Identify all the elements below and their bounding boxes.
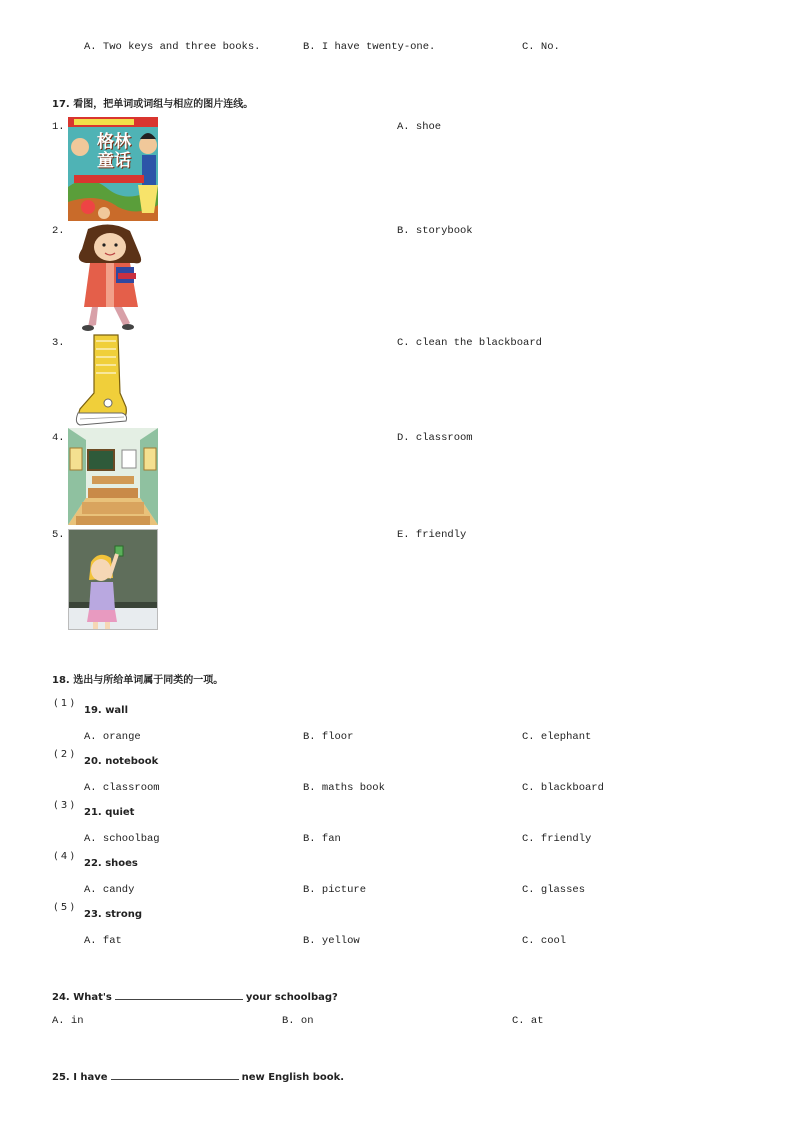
- q24-option-c: C. at: [512, 1015, 544, 1027]
- q24-after: your schoolbag?: [245, 992, 338, 1003]
- book-cover-title: 格林 童话: [97, 132, 131, 171]
- q18-title: 18. 选出与所给单词属于同类的一项。: [52, 675, 224, 686]
- q17-number-2: 2.: [52, 225, 65, 237]
- q18-option: C. friendly: [522, 833, 592, 845]
- q17-number-5: 5.: [52, 529, 65, 541]
- q18-item-number: (3): [54, 800, 78, 811]
- q18-option: A. schoolbag: [84, 833, 160, 845]
- q18-option: B. yellow: [303, 935, 360, 947]
- option-b: B. I have twenty-one.: [303, 41, 436, 53]
- shoe-picture: [72, 333, 128, 428]
- q18-item-word: 23. strong: [84, 909, 143, 920]
- q18-item-number: (2): [54, 749, 78, 760]
- q18-item-word: 19. wall: [84, 705, 129, 716]
- q18-option: A. classroom: [84, 782, 160, 794]
- q18-option: A. fat: [84, 935, 122, 947]
- q18-option: A. candy: [84, 884, 135, 896]
- option-a: A. Two keys and three books.: [84, 41, 261, 53]
- q18-option: A. orange: [84, 731, 141, 743]
- q18-item-word: 21. quiet: [84, 807, 135, 818]
- q24-sentence: [52, 989, 338, 1003]
- q17-option-d: D. classroom: [397, 432, 473, 444]
- q18-item-word: 20. notebook: [84, 756, 159, 767]
- q24-blank[interactable]: [115, 989, 243, 1000]
- storybook-picture: [68, 117, 158, 221]
- q18-option: C. glasses: [522, 884, 586, 896]
- clean-blackboard-picture: [68, 529, 158, 630]
- q18-option: C. cool: [522, 935, 567, 947]
- q17-title: 17. 看图，把单词或词组与相应的图片连线。: [52, 99, 254, 110]
- q17-number-1: 1.: [52, 121, 65, 133]
- q18-option: B. picture: [303, 884, 367, 896]
- q17-option-b: B. storybook: [397, 225, 473, 237]
- q17-option-e: E. friendly: [397, 529, 467, 541]
- friendly-girl-picture: [68, 223, 158, 333]
- q18-item-number: (1): [54, 698, 78, 709]
- q18-item-number: (4): [54, 851, 78, 862]
- q25-blank[interactable]: [111, 1069, 239, 1080]
- q24-option-a: A. in: [52, 1015, 84, 1027]
- q18-option: C. elephant: [522, 731, 592, 743]
- q18-item-word: 22. shoes: [84, 858, 138, 869]
- q17-option-a: A. shoe: [397, 121, 442, 133]
- q24-before: 24. What's: [52, 992, 112, 1003]
- q18-option: B. fan: [303, 833, 341, 845]
- classroom-picture: [68, 428, 158, 525]
- q18-option: C. blackboard: [522, 782, 604, 794]
- option-c: C. No.: [522, 41, 560, 53]
- q25-after: new English book.: [241, 1072, 345, 1083]
- q25-before: 25. I have: [52, 1072, 108, 1083]
- q18-option: B. floor: [303, 731, 354, 743]
- q18-option: B. maths book: [303, 782, 385, 794]
- q17-number-3: 3.: [52, 337, 65, 349]
- q24-option-b: B. on: [282, 1015, 314, 1027]
- q17-number-4: 4.: [52, 432, 65, 444]
- q25-sentence: [52, 1069, 344, 1083]
- q17-option-c: C. clean the blackboard: [397, 337, 542, 349]
- q18-item-number: (5): [54, 902, 78, 913]
